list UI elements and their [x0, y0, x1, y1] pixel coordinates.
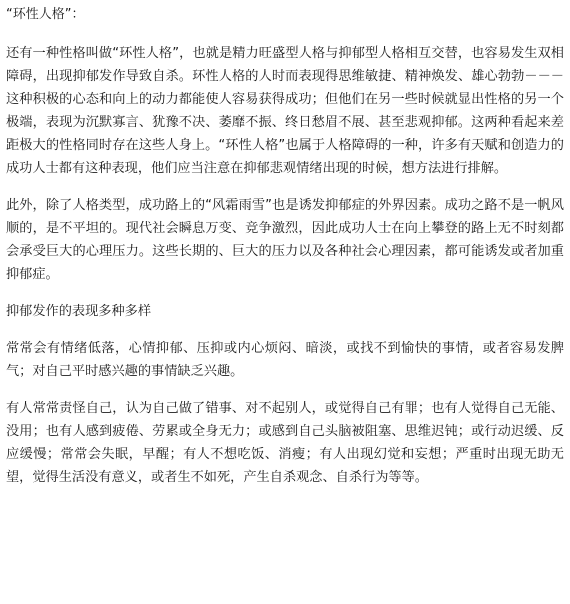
section-title: “环性人格”： — [6, 7, 85, 22]
subheading-symptoms: 抑郁发作的表现多种多样 — [6, 304, 152, 319]
paragraph-cyclothymic-personality: 还有一种性格叫做“环性人格”，也就是精力旺盛型人格与抑郁型人格相互交替，也容易发生双相障碍，出现抑郁发作导致自杀。环性人格的人时而表现得思维敏捷、精神焕发、雄心勃勃－－－这种积极的心态和向上的动力都能使人容易获得成功；但他们在另一些时候就显出性格的另一个极端，表现为沉默寡言、犹豫不决、萎靡不振、终日愁眉不展、甚至悲观抑郁。这两种看起来差距极大的性格同时存在这些人身上。“环性人格”也属于人格障碍的一种，许多有天赋和创造力的成功人士都有这种表现，他们应当注意在抑郁悲观情绪出现的时候，想方法进行排解。 — [6, 46, 564, 176]
paragraph-other-symptoms: 有人常常责怪自己，认为自己做了错事、对不起别人，或觉得自己有罪；也有人觉得自己无能、没用；也有人感到疲倦、劳累或全身无力；或感到自己头脑被阻塞、思维迟钝；或行动迟缓、反应缓慢；常常会失眠，早醒；有人不想吃饭、消瘦；有人出现幻觉和妄想；严重时出现无助无望，觉得生活没有意义，或者生不如死，产生自杀观念、自杀行为等等。 — [6, 401, 564, 485]
paragraph-mood-symptoms: 常常会有情绪低落，心情抑郁、压抑或内心烦闷、暗淡，或找不到愉快的事情，或者容易发脾气；对自己平时感兴趣的事情缺乏兴趣。 — [6, 341, 564, 379]
paragraph-external-factors: 此外，除了人格类型，成功路上的“风霜雨雪”也是诱发抑郁症的外界因素。成功之路不是一帆风顺的，是不平坦的。现代社会瞬息万变、竞争激烈，因此成功人士在向上攀登的路上无不时刻都会承受巨大的心理压力。这些长期的、巨大的压力以及各种社会心理因素，都可能诱发或者加重抑郁症。 — [6, 198, 564, 282]
